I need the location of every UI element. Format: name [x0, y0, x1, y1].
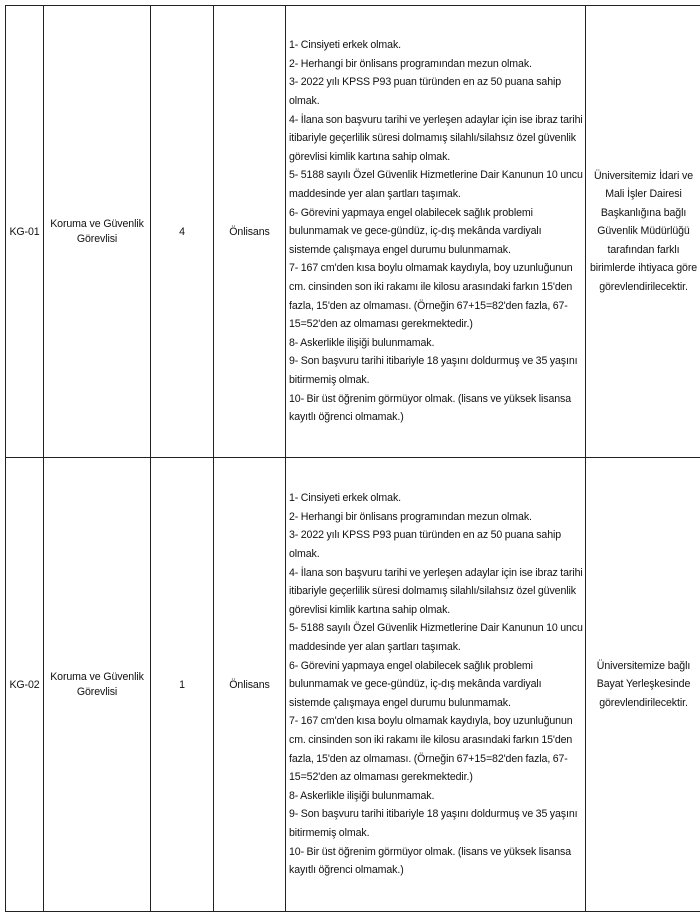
- education-level: Önlisans: [229, 678, 270, 691]
- requirement-item: 10- Bir üst öğrenim görmüyor olmak. (lisans ve yüksek lisansa kayıtlı öğrenci olmamak.): [289, 845, 572, 877]
- assignment-note-cell: [586, 6, 700, 458]
- position-title: Koruma ve Güvenlik Görevlisi: [50, 217, 144, 245]
- requirements-cell: [286, 6, 586, 458]
- requirement-item: 1- Cinsiyeti erkek olmak.: [289, 39, 401, 52]
- position-title: Koruma ve Güvenlik Görevlisi: [50, 670, 144, 698]
- position-title-cell: [44, 6, 151, 458]
- requirement-item: 2- Herhangi bir önlisans programından mezun olmak.: [289, 510, 532, 523]
- assignment-note: Üniversitemize bağlı Bayat Yerleşkesinde görevlendirilecektir.: [596, 659, 691, 709]
- table-row: [6, 6, 700, 458]
- position-count-cell: [151, 458, 214, 912]
- education-level: Önlisans: [229, 225, 270, 238]
- position-count: 1: [179, 678, 185, 691]
- requirement-item: 3- 2022 yılı KPSS P93 puan türünden en az 50 puana sahip olmak.: [289, 76, 562, 108]
- position-code: KG-01: [9, 225, 40, 238]
- requirement-item: 5- 5188 sayılı Özel Güvenlik Hizmetlerine Dair Kanunun 10 uncu maddesinde yer alan şartları taşımak.: [289, 622, 583, 654]
- requirement-item: 3- 2022 yılı KPSS P93 puan türünden en az 50 puana sahip olmak.: [289, 529, 562, 561]
- requirement-item: 7- 167 cm'den kısa boylu olmamak kaydıyla, boy uzunluğunun cm. cinsinden son iki rakamı ile kilosu arasındaki farkın 15'den fazla, 15'den az olmaması. (Örneğin 67+15=82'den fazla, 67-15=52'den az olmaması gerekmektedir.): [289, 262, 573, 331]
- requirement-item: 6- Görevini yapmaya engel olabilecek sağlık problemi bulunmamak ve gece-gündüz, iç-dış mekânda vardiyalı sistemde çalışmaya engel durumu bulunmamak.: [289, 206, 542, 256]
- requirement-item: 4- İlana son başvuru tarihi ve yerleşen adaylar için ise ibraz tarihi itibariyle geçerlilik süresi dolmamış silahlı/silahsız özel güvenlik görevlisi kimlik kartına sahip olmak.: [289, 566, 583, 616]
- position-code: KG-02: [9, 678, 40, 691]
- education-level-cell: [214, 6, 286, 458]
- assignment-note: Üniversitemiz İdari ve Mali İşler Dairesi Başkanlığına bağlı Güvenlik Müdürlüğü tarafından farklı birimlerde ihtiyaca göre görevlendirilecektir.: [589, 169, 698, 293]
- position-title-cell: [44, 458, 151, 912]
- requirement-item: 9- Son başvuru tarihi itibariyle 18 yaşını doldurmuş ve 35 yaşını bitirmemiş olmak.: [289, 808, 578, 839]
- requirements-list: [286, 489, 585, 879]
- job-requirements-table: [5, 5, 700, 912]
- requirement-item: 8- Askerlikle ilişiği bulunmamak.: [289, 336, 435, 349]
- requirements-list: [286, 36, 585, 426]
- requirement-item: 1- Cinsiyeti erkek olmak.: [289, 492, 401, 505]
- position-code-cell: [6, 6, 44, 458]
- assignment-note-cell: [586, 458, 700, 912]
- requirement-item: 6- Görevini yapmaya engel olabilecek sağlık problemi bulunmamak ve gece-gündüz, iç-dış mekânda vardiyalı sistemde çalışmaya engel durumu bulunmamak.: [289, 659, 542, 709]
- requirement-item: 4- İlana son başvuru tarihi ve yerleşen adaylar için ise ibraz tarihi itibariyle geçerlilik süresi dolmamış silahlı/silahsız özel güvenlik görevlisi kimlik kartına sahip olmak.: [289, 113, 583, 163]
- position-count: 4: [179, 225, 185, 238]
- requirement-item: 5- 5188 sayılı Özel Güvenlik Hizmetlerine Dair Kanunun 10 uncu maddesinde yer alan şartları taşımak.: [289, 169, 583, 201]
- position-count-cell: [151, 6, 214, 458]
- position-code-cell: [6, 458, 44, 912]
- requirement-item: 2- Herhangi bir önlisans programından mezun olmak.: [289, 57, 532, 70]
- requirement-item: 8- Askerlikle ilişiği bulunmamak.: [289, 789, 435, 802]
- requirements-cell: [286, 458, 586, 912]
- requirement-item: 10- Bir üst öğrenim görmüyor olmak. (lisans ve yüksek lisansa kayıtlı öğrenci olmamak.): [289, 392, 572, 424]
- requirement-item: 9- Son başvuru tarihi itibariyle 18 yaşını doldurmuş ve 35 yaşını bitirmemiş olmak.: [289, 355, 578, 386]
- requirement-item: 7- 167 cm'den kısa boylu olmamak kaydıyla, boy uzunluğunun cm. cinsinden son iki rakamı ile kilosu arasındaki farkın 15'den fazla, 15'den az olmaması. (Örneğin 67+15=82'den fazla, 67-15=52'den az olmaması gerekmektedir.): [289, 715, 573, 784]
- education-level-cell: [214, 458, 286, 912]
- table-row: [6, 458, 700, 912]
